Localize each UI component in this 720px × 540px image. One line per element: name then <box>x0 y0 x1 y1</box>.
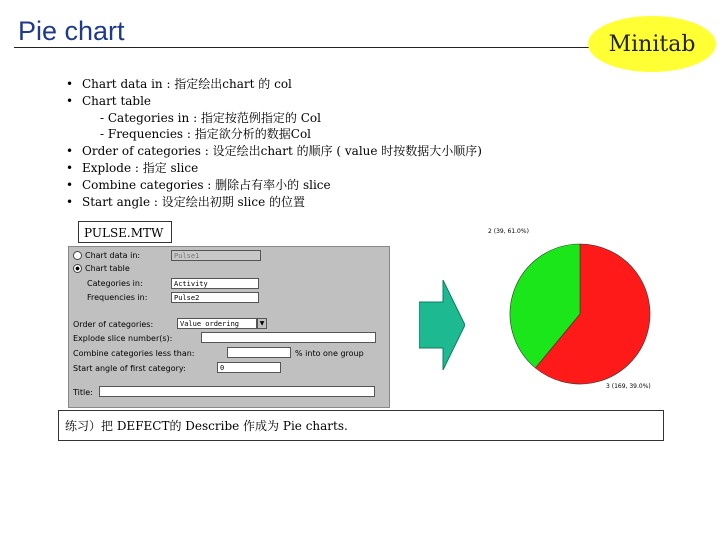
categories-label: Categories in: <box>87 279 143 288</box>
bullet-item: • Explode : 指定 slice <box>66 160 482 177</box>
categories-field[interactable]: Activity <box>171 278 259 289</box>
start-angle-field[interactable]: 0 <box>217 362 281 373</box>
combine-label: Combine categories less than: <box>73 349 195 358</box>
exercise-box: 练习）把 DEFECT的 Describe 作成为 Pie charts. <box>58 410 664 441</box>
frequencies-field[interactable]: Pulse2 <box>171 292 259 303</box>
chart-data-in-field[interactable]: Pulse1 <box>171 250 261 261</box>
order-label: Order of categories: <box>73 320 154 329</box>
order-select[interactable]: Value ordering <box>177 318 257 329</box>
chart-data-in-radio[interactable] <box>73 251 82 260</box>
title-underline <box>14 47 614 48</box>
bullet-item: • Chart table <box>66 93 482 110</box>
combine-field[interactable] <box>227 347 291 358</box>
title-label: Title: <box>73 388 93 397</box>
right-arrow-icon <box>419 280 465 370</box>
pie-chart-dialog <box>68 246 390 408</box>
bullet-item: • Order of categories : 设定绘出chart 的顺序 ( value 时按数据大小顺序) <box>66 143 482 160</box>
chart-table-option[interactable] <box>73 264 130 273</box>
sub-bullet-item: - Frequencies : 指定欲分析的数据Col <box>100 127 312 142</box>
sub-bullet-item: - Categories in : 指定按范例指定的 Col <box>100 110 321 125</box>
bullet-list <box>66 76 482 210</box>
slice-label-1: 2 (39, 61.0%) <box>488 228 529 235</box>
bullet-item: • Combine categories : 删除占有率小的 slice <box>66 177 482 194</box>
chart-table-label: Chart table <box>85 264 130 273</box>
combine-suffix: % into one group <box>295 349 364 358</box>
chart-data-in-option[interactable] <box>73 251 140 260</box>
pie-chart <box>480 226 680 396</box>
explode-field[interactable] <box>201 332 376 343</box>
bullet-item: • Chart data in : 指定绘出chart 的 col <box>66 76 482 93</box>
frequencies-label: Frequencies in: <box>87 293 148 302</box>
explode-label: Explode slice number(s): <box>73 334 173 343</box>
chart-data-in-label: Chart data in: <box>85 251 141 260</box>
start-angle-label: Start angle of first category: <box>73 364 186 373</box>
page-title: Pie chart <box>18 16 125 46</box>
slice-label-2: 3 (169, 39.0%) <box>606 383 651 390</box>
title-field[interactable] <box>99 386 375 397</box>
bullet-item: • Start angle : 设定绘出初期 slice 的位置 <box>66 194 482 211</box>
dropdown-arrow-icon[interactable]: ▼ <box>257 318 267 329</box>
pie-svg <box>480 226 680 396</box>
worksheet-label: PULSE.MTW <box>78 221 172 243</box>
chart-table-radio[interactable] <box>73 264 82 273</box>
minitab-badge: Minitab <box>588 16 716 72</box>
